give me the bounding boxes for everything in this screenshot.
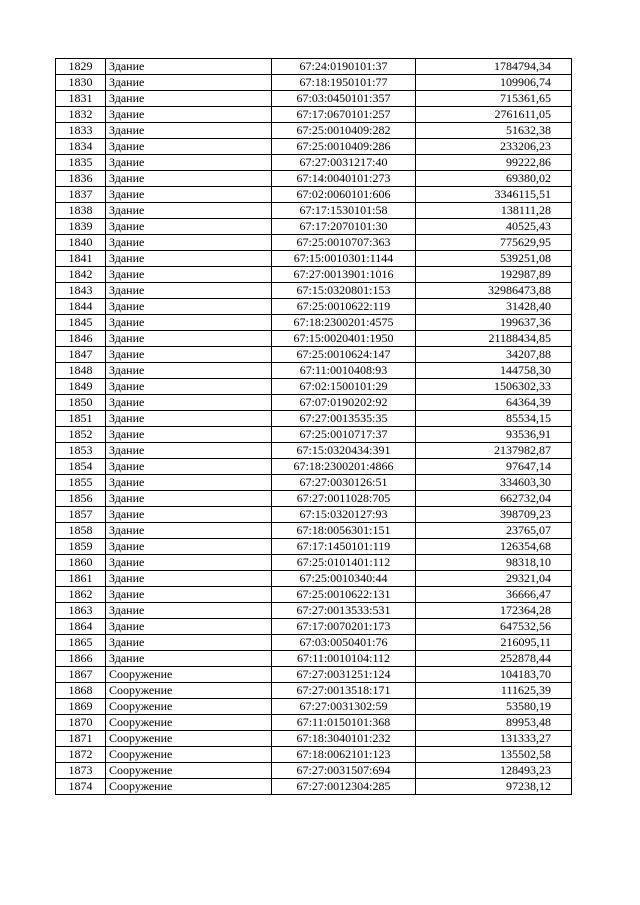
object-type-cell: Здание <box>106 651 272 667</box>
cadastral-number-cell: 67:15:0320127:93 <box>272 507 416 523</box>
row-number-cell: 1871 <box>56 731 106 747</box>
object-type-cell: Здание <box>106 315 272 331</box>
object-type-cell: Здание <box>106 219 272 235</box>
row-number-cell: 1866 <box>56 651 106 667</box>
cadastral-value-cell: 172364,28 <box>416 603 572 619</box>
row-number-cell: 1868 <box>56 683 106 699</box>
cadastral-value-cell: 69380,02 <box>416 171 572 187</box>
cadastral-number-cell: 67:18:3040101:232 <box>272 731 416 747</box>
cadastral-number-cell: 67:15:0320801:153 <box>272 283 416 299</box>
cadastral-number-cell: 67:27:0013533:531 <box>272 603 416 619</box>
cadastral-value-cell: 32986473,88 <box>416 283 572 299</box>
object-type-cell: Сооружение <box>106 699 272 715</box>
cadastral-value-cell: 31428,40 <box>416 299 572 315</box>
row-number-cell: 1832 <box>56 107 106 123</box>
cadastral-value-cell: 51632,38 <box>416 123 572 139</box>
cadastral-value-cell: 126354,68 <box>416 539 572 555</box>
cadastral-value-cell: 98318,10 <box>416 555 572 571</box>
object-type-cell: Здание <box>106 347 272 363</box>
table-row <box>56 443 572 459</box>
table-row <box>56 203 572 219</box>
cadastral-number-cell: 67:25:0010409:282 <box>272 123 416 139</box>
cadastral-value-cell: 23765,07 <box>416 523 572 539</box>
row-number-cell: 1850 <box>56 395 106 411</box>
object-type-cell: Здание <box>106 283 272 299</box>
object-type-cell: Здание <box>106 299 272 315</box>
cadastral-value-cell: 715361,65 <box>416 91 572 107</box>
row-number-cell: 1831 <box>56 91 106 107</box>
object-type-cell: Сооружение <box>106 779 272 795</box>
cadastral-value-cell: 398709,23 <box>416 507 572 523</box>
table-row <box>56 91 572 107</box>
cadastral-number-cell: 67:18:2300201:4575 <box>272 315 416 331</box>
cadastral-value-cell: 40525,43 <box>416 219 572 235</box>
cadastral-value-cell: 775629,95 <box>416 235 572 251</box>
table-row <box>56 363 572 379</box>
object-type-cell: Здание <box>106 139 272 155</box>
object-type-cell: Здание <box>106 491 272 507</box>
cadastral-number-cell: 67:27:0031507:694 <box>272 763 416 779</box>
cadastral-value-cell: 34207,88 <box>416 347 572 363</box>
table-row <box>56 75 572 91</box>
table-row <box>56 507 572 523</box>
table-row <box>56 667 572 683</box>
cadastral-value-cell: 252878,44 <box>416 651 572 667</box>
cadastral-number-cell: 67:27:0031217:40 <box>272 155 416 171</box>
table-body <box>56 59 572 795</box>
table-row <box>56 235 572 251</box>
cadastral-value-cell: 216095,11 <box>416 635 572 651</box>
row-number-cell: 1829 <box>56 59 106 75</box>
table-row <box>56 763 572 779</box>
row-number-cell: 1835 <box>56 155 106 171</box>
cadastral-value-cell: 111625,39 <box>416 683 572 699</box>
cadastral-value-cell: 109906,74 <box>416 75 572 91</box>
cadastral-value-cell: 199637,36 <box>416 315 572 331</box>
cadastral-number-cell: 67:27:0013535:35 <box>272 411 416 427</box>
object-type-cell: Здание <box>106 523 272 539</box>
object-type-cell: Здание <box>106 363 272 379</box>
row-number-cell: 1840 <box>56 235 106 251</box>
object-type-cell: Здание <box>106 571 272 587</box>
row-number-cell: 1849 <box>56 379 106 395</box>
cadastral-number-cell: 67:17:2070101:30 <box>272 219 416 235</box>
row-number-cell: 1846 <box>56 331 106 347</box>
row-number-cell: 1833 <box>56 123 106 139</box>
table-row <box>56 155 572 171</box>
row-number-cell: 1863 <box>56 603 106 619</box>
row-number-cell: 1858 <box>56 523 106 539</box>
table-row <box>56 395 572 411</box>
row-number-cell: 1852 <box>56 427 106 443</box>
table-row <box>56 139 572 155</box>
cadastral-number-cell: 67:11:0150101:368 <box>272 715 416 731</box>
table-row <box>56 219 572 235</box>
object-type-cell: Здание <box>106 91 272 107</box>
cadastral-value-cell: 135502,58 <box>416 747 572 763</box>
table-row <box>56 283 572 299</box>
table-row <box>56 187 572 203</box>
table-row <box>56 699 572 715</box>
cadastral-number-cell: 67:03:0050401:76 <box>272 635 416 651</box>
cadastral-number-cell: 67:25:0010717:37 <box>272 427 416 443</box>
table-row <box>56 779 572 795</box>
cadastral-number-cell: 67:02:1500101:29 <box>272 379 416 395</box>
object-type-cell: Здание <box>106 107 272 123</box>
cadastral-value-cell: 138111,28 <box>416 203 572 219</box>
cadastral-number-cell: 67:07:0190202:92 <box>272 395 416 411</box>
table-row <box>56 379 572 395</box>
cadastral-number-cell: 67:27:0013518:171 <box>272 683 416 699</box>
row-number-cell: 1853 <box>56 443 106 459</box>
cadastral-number-cell: 67:27:0031251:124 <box>272 667 416 683</box>
object-type-cell: Здание <box>106 123 272 139</box>
object-type-cell: Здание <box>106 587 272 603</box>
row-number-cell: 1837 <box>56 187 106 203</box>
cadastral-number-cell: 67:11:0010408:93 <box>272 363 416 379</box>
cadastral-number-cell: 67:25:0010707:363 <box>272 235 416 251</box>
cadastral-value-cell: 3346115,51 <box>416 187 572 203</box>
cadastral-number-cell: 67:15:0320434:391 <box>272 443 416 459</box>
cadastral-value-cell: 64364,39 <box>416 395 572 411</box>
table-row <box>56 171 572 187</box>
row-number-cell: 1864 <box>56 619 106 635</box>
table-row <box>56 635 572 651</box>
cadastral-number-cell: 67:25:0010409:286 <box>272 139 416 155</box>
row-number-cell: 1838 <box>56 203 106 219</box>
cadastral-number-cell: 67:25:0101401:112 <box>272 555 416 571</box>
table-row <box>56 571 572 587</box>
object-type-cell: Здание <box>106 635 272 651</box>
cadastral-number-cell: 67:14:0040101:273 <box>272 171 416 187</box>
row-number-cell: 1842 <box>56 267 106 283</box>
object-type-cell: Здание <box>106 171 272 187</box>
table-row <box>56 747 572 763</box>
row-number-cell: 1870 <box>56 715 106 731</box>
cadastral-value-cell: 93536,91 <box>416 427 572 443</box>
table-row <box>56 331 572 347</box>
cadastral-value-cell: 1784794,34 <box>416 59 572 75</box>
row-number-cell: 1844 <box>56 299 106 315</box>
row-number-cell: 1861 <box>56 571 106 587</box>
object-type-cell: Здание <box>106 395 272 411</box>
table-row <box>56 555 572 571</box>
row-number-cell: 1869 <box>56 699 106 715</box>
row-number-cell: 1872 <box>56 747 106 763</box>
table-row <box>56 539 572 555</box>
object-type-cell: Сооружение <box>106 763 272 779</box>
object-type-cell: Здание <box>106 267 272 283</box>
cadastral-number-cell: 67:18:0062101:123 <box>272 747 416 763</box>
row-number-cell: 1859 <box>56 539 106 555</box>
table-row <box>56 587 572 603</box>
table-row <box>56 59 572 75</box>
cadastral-value-cell: 21188434,85 <box>416 331 572 347</box>
object-type-cell: Здание <box>106 619 272 635</box>
cadastral-value-cell: 2137982,87 <box>416 443 572 459</box>
table-row <box>56 475 572 491</box>
object-type-cell: Здание <box>106 411 272 427</box>
row-number-cell: 1851 <box>56 411 106 427</box>
cadastral-number-cell: 67:25:0010624:147 <box>272 347 416 363</box>
row-number-cell: 1839 <box>56 219 106 235</box>
cadastral-value-cell: 334603,30 <box>416 475 572 491</box>
object-type-cell: Здание <box>106 251 272 267</box>
cadastral-value-cell: 97238,12 <box>416 779 572 795</box>
object-type-cell: Здание <box>106 59 272 75</box>
table-row <box>56 251 572 267</box>
table-row <box>56 107 572 123</box>
table-row <box>56 651 572 667</box>
object-type-cell: Сооружение <box>106 747 272 763</box>
cadastral-value-cell: 104183,70 <box>416 667 572 683</box>
cadastral-number-cell: 67:17:1530101:58 <box>272 203 416 219</box>
cadastral-number-cell: 67:02:0060101:606 <box>272 187 416 203</box>
cadastral-number-cell: 67:27:0011028:705 <box>272 491 416 507</box>
cadastral-value-cell: 99222,86 <box>416 155 572 171</box>
object-type-cell: Здание <box>106 507 272 523</box>
row-number-cell: 1867 <box>56 667 106 683</box>
row-number-cell: 1843 <box>56 283 106 299</box>
cadastral-value-cell: 53580,19 <box>416 699 572 715</box>
row-number-cell: 1847 <box>56 347 106 363</box>
row-number-cell: 1865 <box>56 635 106 651</box>
row-number-cell: 1848 <box>56 363 106 379</box>
cadastral-number-cell: 67:03:0450101:357 <box>272 91 416 107</box>
cadastral-value-cell: 192987,89 <box>416 267 572 283</box>
cadastral-number-cell: 67:15:0020401:1950 <box>272 331 416 347</box>
row-number-cell: 1862 <box>56 587 106 603</box>
row-number-cell: 1855 <box>56 475 106 491</box>
object-type-cell: Здание <box>106 603 272 619</box>
cadastral-value-cell: 89953,48 <box>416 715 572 731</box>
table-row <box>56 731 572 747</box>
row-number-cell: 1836 <box>56 171 106 187</box>
cadastral-number-cell: 67:27:0012304:285 <box>272 779 416 795</box>
cadastral-number-cell: 67:17:0670101:257 <box>272 107 416 123</box>
object-type-cell: Здание <box>106 539 272 555</box>
row-number-cell: 1834 <box>56 139 106 155</box>
cadastral-value-cell: 662732,04 <box>416 491 572 507</box>
cadastral-number-cell: 67:17:1450101:119 <box>272 539 416 555</box>
table-row <box>56 315 572 331</box>
object-type-cell: Сооружение <box>106 683 272 699</box>
cadastral-number-cell: 67:25:0010622:119 <box>272 299 416 315</box>
object-type-cell: Здание <box>106 475 272 491</box>
object-type-cell: Здание <box>106 427 272 443</box>
table-row <box>56 299 572 315</box>
row-number-cell: 1857 <box>56 507 106 523</box>
cadastral-number-cell: 67:11:0010104:112 <box>272 651 416 667</box>
cadastral-number-cell: 67:18:1950101:77 <box>272 75 416 91</box>
property-table <box>55 58 572 795</box>
cadastral-value-cell: 128493,23 <box>416 763 572 779</box>
table-row <box>56 491 572 507</box>
object-type-cell: Здание <box>106 155 272 171</box>
cadastral-value-cell: 2761611,05 <box>416 107 572 123</box>
object-type-cell: Сооружение <box>106 715 272 731</box>
cadastral-value-cell: 144758,30 <box>416 363 572 379</box>
object-type-cell: Здание <box>106 331 272 347</box>
object-type-cell: Здание <box>106 443 272 459</box>
table-row <box>56 603 572 619</box>
table-row <box>56 427 572 443</box>
object-type-cell: Сооружение <box>106 731 272 747</box>
row-number-cell: 1874 <box>56 779 106 795</box>
table-row <box>56 123 572 139</box>
row-number-cell: 1873 <box>56 763 106 779</box>
object-type-cell: Здание <box>106 187 272 203</box>
object-type-cell: Здание <box>106 555 272 571</box>
row-number-cell: 1854 <box>56 459 106 475</box>
row-number-cell: 1830 <box>56 75 106 91</box>
cadastral-value-cell: 36666,47 <box>416 587 572 603</box>
row-number-cell: 1856 <box>56 491 106 507</box>
table-row <box>56 619 572 635</box>
row-number-cell: 1841 <box>56 251 106 267</box>
object-type-cell: Здание <box>106 459 272 475</box>
cadastral-number-cell: 67:18:0056301:151 <box>272 523 416 539</box>
cadastral-number-cell: 67:25:0010622:131 <box>272 587 416 603</box>
row-number-cell: 1860 <box>56 555 106 571</box>
row-number-cell: 1845 <box>56 315 106 331</box>
table-row <box>56 683 572 699</box>
cadastral-number-cell: 67:18:2300201:4866 <box>272 459 416 475</box>
cadastral-number-cell: 67:25:0010340:44 <box>272 571 416 587</box>
object-type-cell: Здание <box>106 75 272 91</box>
cadastral-value-cell: 1506302,33 <box>416 379 572 395</box>
cadastral-value-cell: 233206,23 <box>416 139 572 155</box>
table-row <box>56 459 572 475</box>
object-type-cell: Здание <box>106 379 272 395</box>
cadastral-value-cell: 29321,04 <box>416 571 572 587</box>
object-type-cell: Здание <box>106 203 272 219</box>
table-row <box>56 267 572 283</box>
cadastral-value-cell: 97647,14 <box>416 459 572 475</box>
object-type-cell: Сооружение <box>106 667 272 683</box>
cadastral-number-cell: 67:15:0010301:1144 <box>272 251 416 267</box>
table-row <box>56 411 572 427</box>
cadastral-number-cell: 67:27:0031302:59 <box>272 699 416 715</box>
object-type-cell: Здание <box>106 235 272 251</box>
table-row <box>56 347 572 363</box>
cadastral-number-cell: 67:27:0030126:51 <box>272 475 416 491</box>
cadastral-number-cell: 67:17:0070201:173 <box>272 619 416 635</box>
table-row <box>56 523 572 539</box>
cadastral-value-cell: 647532,56 <box>416 619 572 635</box>
cadastral-value-cell: 85534,15 <box>416 411 572 427</box>
cadastral-number-cell: 67:24:0190101:37 <box>272 59 416 75</box>
cadastral-number-cell: 67:27:0013901:1016 <box>272 267 416 283</box>
cadastral-value-cell: 539251,08 <box>416 251 572 267</box>
cadastral-value-cell: 131333,27 <box>416 731 572 747</box>
table-row <box>56 715 572 731</box>
